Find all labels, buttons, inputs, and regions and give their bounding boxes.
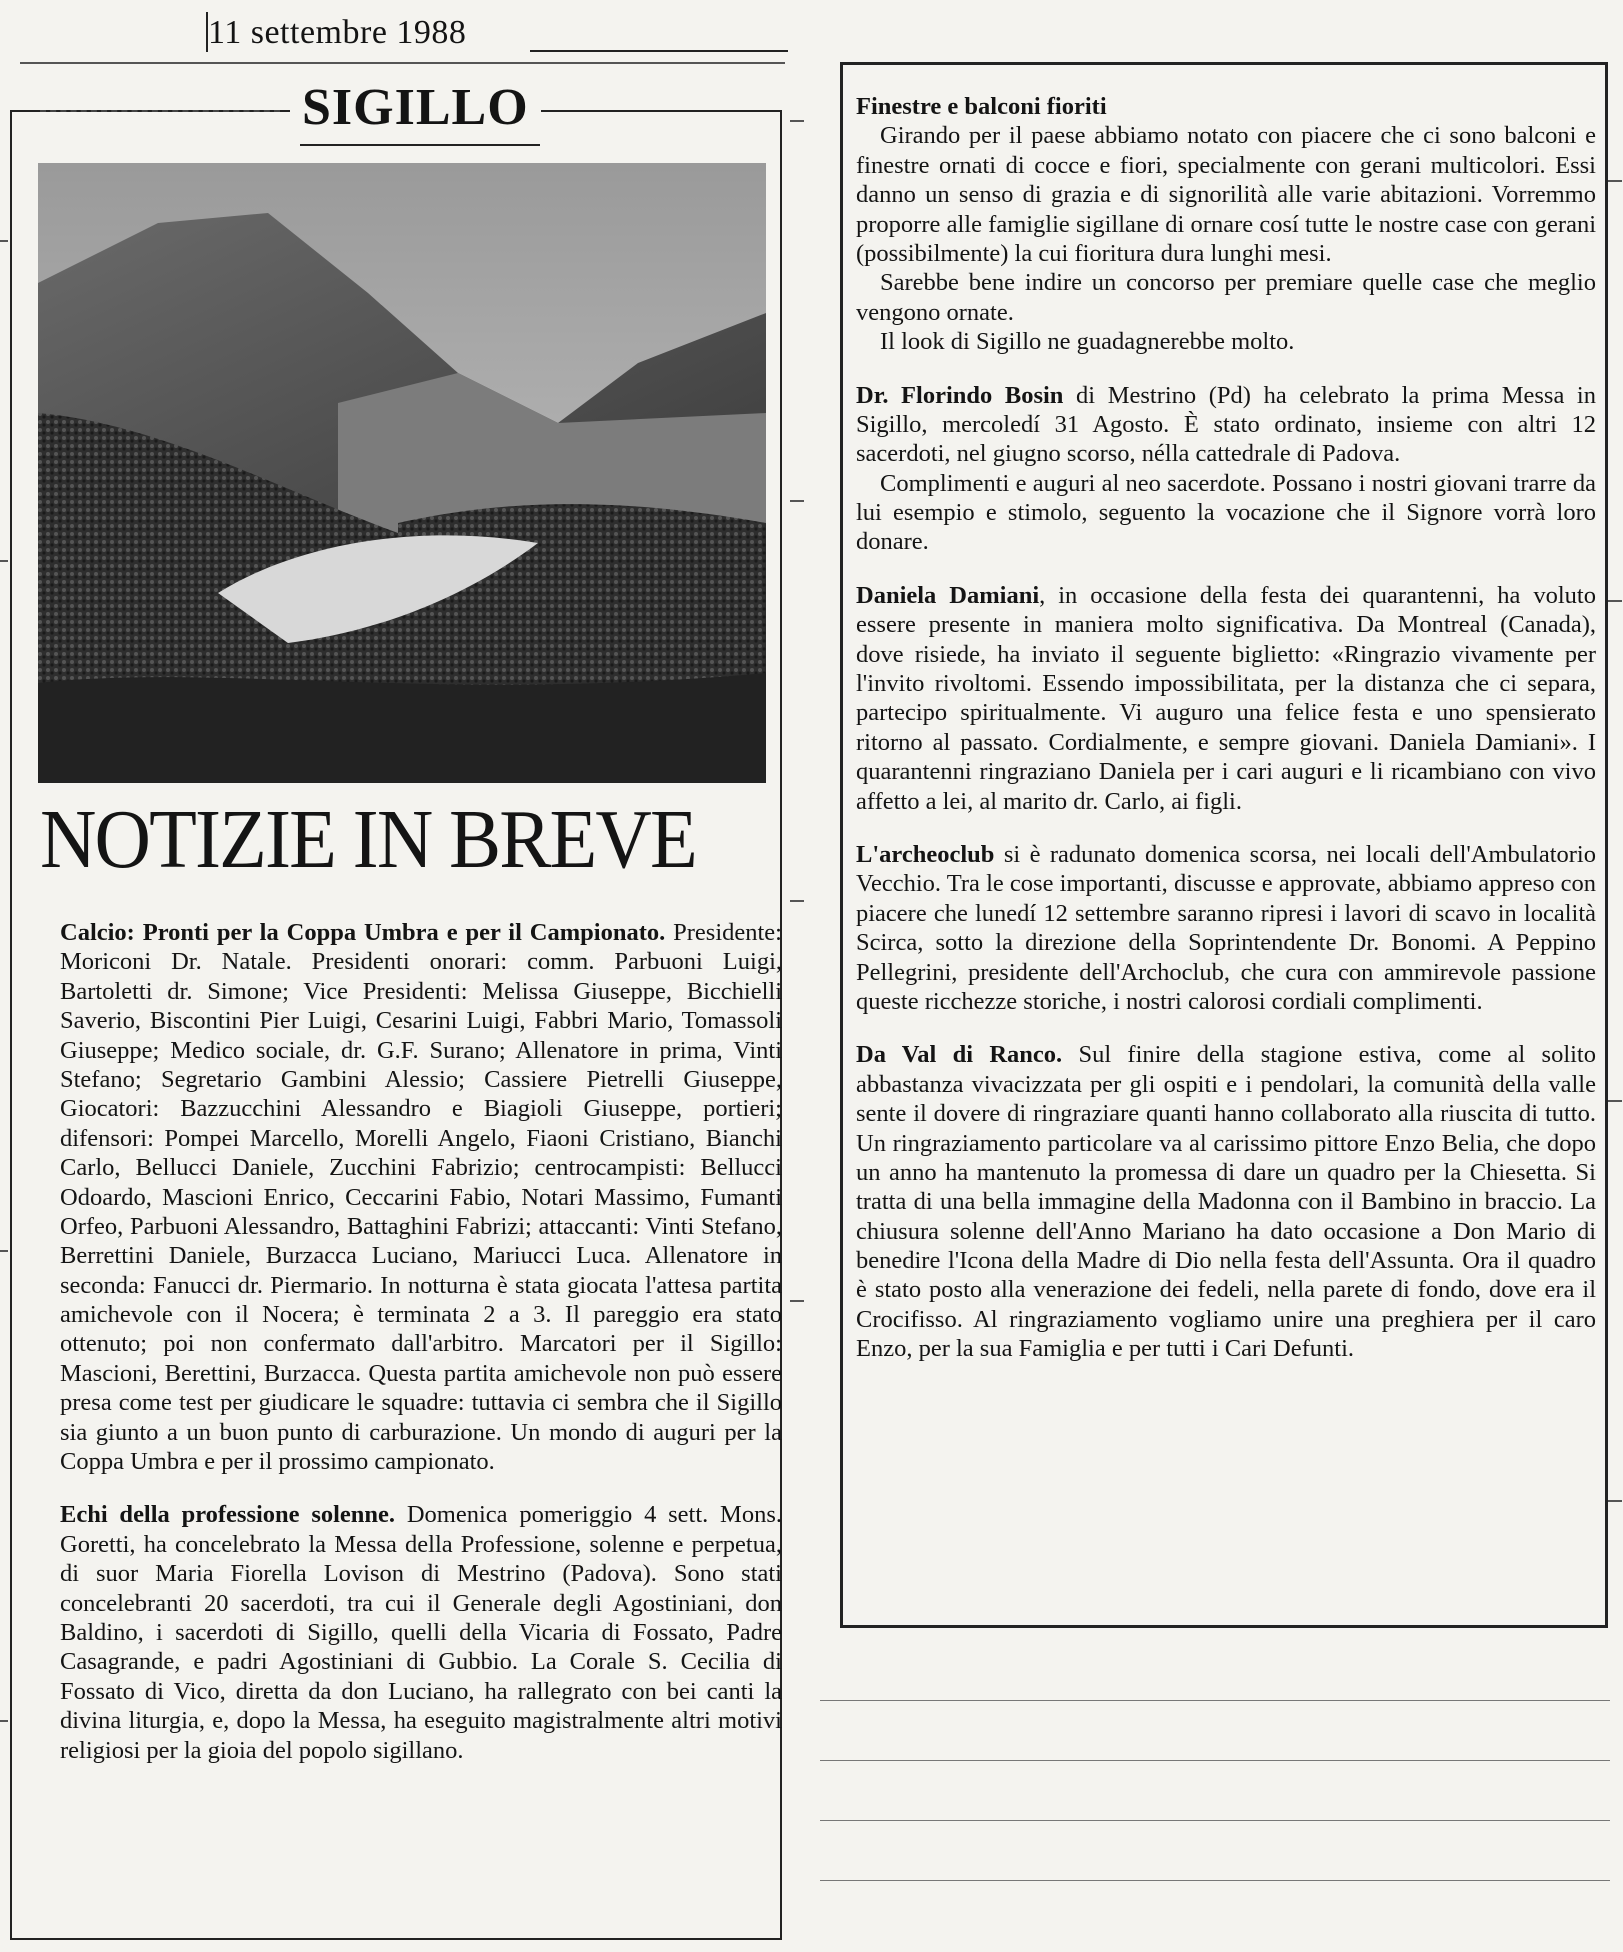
article-bosin-p2: Complimenti e auguri al neo sacerdote. Possano i nostri giovani trarre da lui esempio e stimolo, seguento la vocazione che il Signore vorrà loro donare.	[856, 469, 1596, 556]
blank-rule	[820, 1820, 1610, 1821]
article-archeoclub-body: si è radunato domenica scorsa, nei locali dell'Ambulatorio Vecchio. Tra le cose importanti, discusse e approvate, abbiamo appreso con piacere che lunedí 12 settembre saranno ripresi i lavori di scavo in località Scirca, sotto la direzione della Soprintendente Dr. Bonomi. A Peppino Pellegrini, presidente dell'Archoclub, che cura con ammirevole passione queste ricchezze storiche, i nostri calorosi cordiali complimenti.	[856, 840, 1596, 1015]
mountain-landscape-photo	[38, 163, 766, 783]
margin-tick	[1608, 1100, 1622, 1102]
article-echi-body: Domenica pomeriggio 4 sett. Mons. Goretti, ha concelebrato la Messa della Professione, solenne e perpetua, di suor Maria Fiorella Lovison di Mestrino (Padova). Sono stati concelebranti 20 sacerdoti, tra cui il Generale degli Agostiniani, don Baldino, i sacerdoti di Sigillo, quelli della Vicaria di Fossato, Padre Casagrande, e padri Agostiniani di Gubbio. La Corale S. Cecilia di Fossato di Vico, diretta da don Luciano, ha rallegrato con bei canti la divina liturgia, e, dopo la Messa, ha eseguito magistralmente altri motivi religiosi per la gioia del popolo sigillano.	[60, 1501, 782, 1764]
blank-rule	[820, 1880, 1610, 1881]
article-val-di-ranco-lead: Da Val di Ranco.	[856, 1041, 1063, 1069]
article-calcio-lead: Calcio: Pronti per la Coppa Umbra e per il Campionato.	[60, 919, 666, 946]
margin-tick	[1608, 1500, 1622, 1502]
article-val-di-ranco	[856, 1040, 1596, 1363]
blank-rule	[820, 1700, 1610, 1701]
margin-tick	[790, 900, 804, 902]
margin-tick	[0, 240, 8, 242]
left-column-text	[60, 918, 782, 1765]
heading-rule-right	[560, 110, 770, 112]
right-column-text	[856, 92, 1596, 1364]
margin-tick	[0, 1720, 8, 1722]
section-heading-underline	[300, 144, 540, 146]
publication-date: 11 settembre 1988	[208, 14, 467, 51]
article-damiani	[856, 581, 1596, 816]
section-heading: SIGILLO	[290, 78, 541, 137]
article-echi-lead: Echi della professione solenne.	[60, 1501, 396, 1529]
article-calcio	[60, 918, 782, 1476]
article-calcio-body: Presidente: Moriconi Dr. Natale. Presidenti onorari: comm. Parbuoni Luigi, Bartoletti dr. Simone; Vice Presidenti: Melissa Giuseppe, Bicchielli Saverio, Biscontini Pier Luigi, Cesarini Luigi, Fabbri Mario, Tomassoli Giuseppe; Medico sociale, dr. G.F. Surano; Allenatore in prima, Vinti Stefano; Segretario Gambini Alessio; Cassiere Pietrelli Giuseppe, Giocatori: Bazzucchini Alessandro e Biagioli Giuseppe, portieri; difensori: Pompei Marcello, Morelli Angelo, Fiaoni Cristiano, Bianchi Carlo, Bellucci Daniele, Zucchini Fabrizio; centrocampisti: Bellucci Odoardo, Mascioni Enrico, Ceccarini Fabio, Notari Massimo, Fumanti Orfeo, Parbuoni Alessandro, Battaghini Fabrizi; attaccanti: Vinti Stefano, Berrettini Daniele, Burzacca Luciano, Mariucci Luca. Allenatore in seconda: Fanucci dr. Piermario. In notturna è stata giocata l'attesa partita amichevole con il Nocera; è terminata 2 a 3. Il pareggio era stato ottenuto; poi non confermato dall'arbitro. Marcatori per il Sigillo: Mascioni, Berettini, Burzacca. Questa partita amichevole non può essere presa come test per giudicare le squadre: tuttavia ci sembra che il Sigillo sia giunto a un buon punto di carburazione. Un mondo di auguri per la Coppa Umbra e per il prossimo campionato.	[60, 919, 782, 1476]
article-bosin-body: di Mestrino (Pd) ha celebrato la prima Messa in Sigillo, mercoledí 31 Agosto. È stato ordinato, insieme con altri 12 sacerdoti, nel giugno scorso, nélla cattedrale di Padova.	[856, 381, 1596, 468]
article-bosin	[856, 381, 1596, 469]
article-damiani-body: , in occasione della festa dei quarantenni, ha voluto essere presente in maniera molto significativa. Da Montreal (Canada), dove risiede, ha inviato il seguente biglietto: «Ringrazio vivamente per l'invito rivoltomi. Essendo impossibilitata, per la distanza che ci separa, partecipo spiritualmente. Vi auguro una felice festa e uno spensierato ritorno al passato. Cordialmente, e sempre giovani. Daniela Damiani». I quarantenni ringraziano Daniela per i cari auguri e li ricambiano con vivo affetto a lei, al marito dr. Carlo, ai figli.	[856, 581, 1596, 815]
margin-tick	[0, 560, 8, 562]
article-finestre-p3: Il look di Sigillo ne guadagnerebbe molto.	[880, 328, 1295, 356]
page-title: NOTIZIE IN BREVE	[40, 793, 696, 886]
top-rule	[20, 62, 785, 64]
article-archeoclub	[856, 840, 1596, 1016]
margin-tick	[1608, 600, 1622, 602]
margin-tick	[790, 120, 804, 122]
article-val-di-ranco-body: Sul finire della stagione estiva, come al solito abbastanza vivacizzata per gli ospiti e i pendolari, la comunità della valle sente il dovere di ringraziare quanti hanno collaborato alla riuscita di tutto. Un ringraziamento particolare va al carissimo pittore Enzo Belia, che dopo un anno ha mantenuto la promessa di dare un quadro per la Chiesetta. Si tratta di una bella immagine della Madonna con il Bambino in braccio. La chiusura solenne dell'Anno Mariano ha dato occasione a Don Mario di benedire l'Icona della Madre di Dio nella festa dell'Assunta. Ora il quadro è stato posto alla venerazione dei fedeli, nella parete di fondo, dove era il Crocifisso. Al ringraziamento vogliamo unire una preghiera per il caro Enzo, per la sua Famiglia e per tutti i Cari Defunti.	[856, 1041, 1596, 1363]
article-echi	[60, 1500, 782, 1765]
article-archeoclub-lead: L'archeoclub	[856, 840, 995, 868]
article-damiani-lead: Daniela Damiani	[856, 581, 1040, 609]
article-finestre-p2: Sarebbe bene indire un concorso per premiare quelle case che meglio vengono ornate.	[856, 269, 1596, 326]
margin-tick	[1608, 180, 1622, 182]
article-finestre-p1: Girando per il paese abbiamo notato con piacere che ci sono balconi e finestre ornati di cocce e fiori, specialmente con gerani multicolori. Essi danno un senso di grazia e di signorilità alle varie abitazioni. Vorremmo proporre alle famiglie sigillane di ornare cosí tutte le nostre case con gerani (possibilmente) la cui fioritura dura lunghi mesi.	[856, 122, 1596, 267]
article-bosin-lead: Dr. Florindo Bosin	[856, 381, 1064, 409]
blank-rule	[820, 1760, 1610, 1761]
margin-tick	[0, 1250, 8, 1252]
margin-tick	[790, 1300, 804, 1302]
article-finestre-lead: Finestre e balconi fioriti	[856, 93, 1107, 120]
margin-tick	[790, 500, 804, 502]
heading-dash-left	[40, 110, 280, 112]
date-rule	[530, 50, 788, 52]
